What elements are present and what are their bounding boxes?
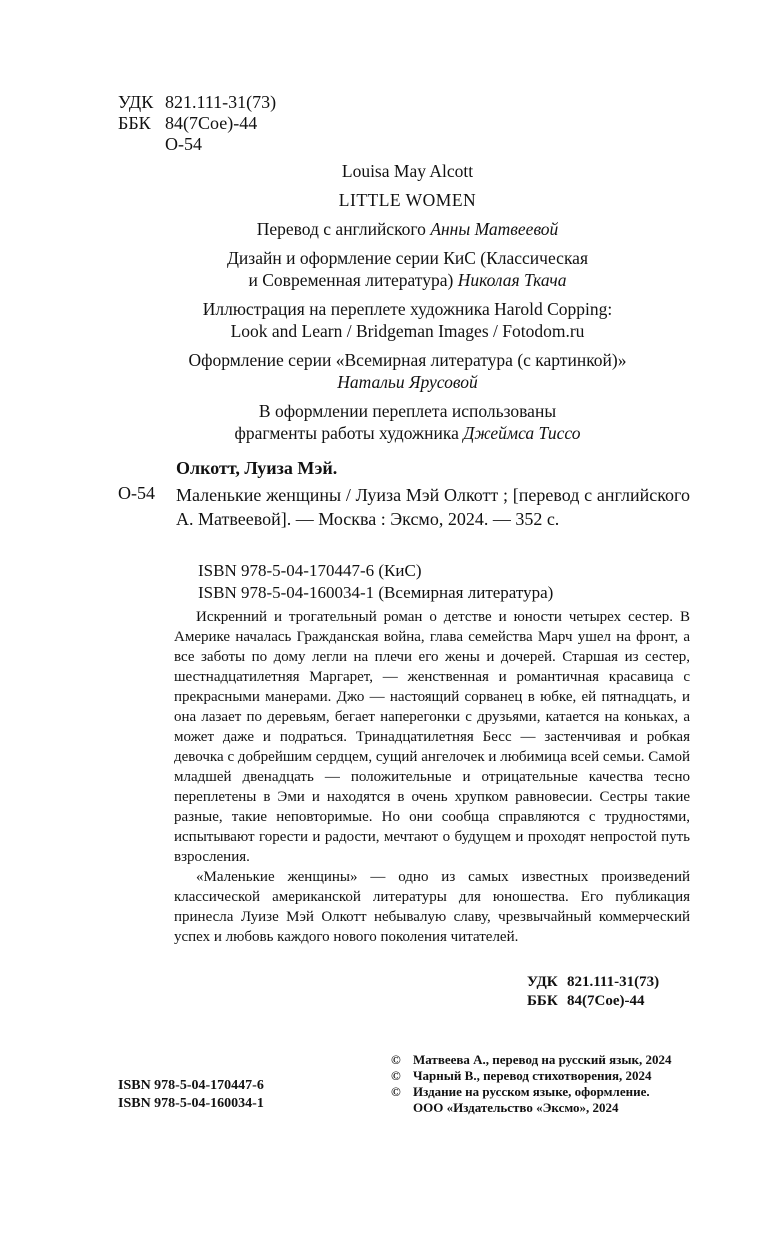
cover-illustration-credit: Иллюстрация на переплете художника Harold Copping: Look and Learn / Bridgeman Images / Fotodom.ru xyxy=(202,299,613,341)
designer-name: Николая Ткача xyxy=(457,270,567,290)
copyright-block xyxy=(391,1052,672,1116)
record-author-mark: О-54 xyxy=(118,483,155,503)
bottom-bbk-label: ББК xyxy=(527,993,558,1009)
annotation-paragraph-2: «Маленькие женщины» — одно из самых известных произведений классической американской литературы для юношества. Его публикация принесла Луизе Мэй Олкотт небывалую славу, чрезвычайный коммерческий успех и любовь каждого нового поколения читателей. xyxy=(174,869,690,945)
record-isbn-1: ISBN 978-5-04-170447-6 (КиС) xyxy=(198,561,422,580)
udk-label: УДК xyxy=(118,92,154,112)
copyright-line-4: ООО «Издательство «Эксмо», 2024 xyxy=(413,1100,619,1115)
copyright-line-3: Издание на русском языке, оформление. xyxy=(413,1084,650,1099)
cover-artist-name: Джеймса Тиссо xyxy=(463,423,581,443)
design-credit: Дизайн и оформление серии КиС (Классическая и Современная литература) Николая Ткача xyxy=(226,248,588,290)
copyright-line-2: Чарный В., перевод стихотворения, 2024 xyxy=(413,1068,652,1083)
series-design-credit: Оформление серии «Всемирная литература (с картинкой)» Натальи Ярусовой xyxy=(188,350,627,392)
bottom-classification xyxy=(527,973,659,1011)
translation-credit: Перевод с английского Анны Матвеевой xyxy=(256,219,559,239)
record-description: Маленькие женщины / Луиза Мэй Олкотт ; [перевод с английского А. Матвеевой]. — Москва : Эксмо, 2024. — 352 с. xyxy=(176,485,690,529)
footer-isbn-1: ISBN 978-5-04-170447-6 xyxy=(118,1078,264,1093)
bottom-udk-value: 821.111-31(73) xyxy=(567,974,660,990)
bottom-udk-label: УДК xyxy=(527,974,558,990)
annotation xyxy=(174,607,690,947)
copyright-symbol: © xyxy=(391,1084,401,1099)
cover-fragments-credit: В оформлении переплета использованы фрагменты работы художника Джеймса Тиссо xyxy=(234,401,581,443)
record-isbns xyxy=(198,560,553,604)
annotation-paragraph-1: Искренний и трогательный роман о детстве и юности четырех сестер. В Америке началась Гражданская война, глава семейства Марч ушел на фронт, а все заботы по дому легли на плечи его жены и дочерей. Старшая из сестер, шестнадцатилетняя Маргарет, — женственная и романтичная красавица с прекрасными манерами. Джо — настоящий сорванец в юбке, ей пятнадцать, и она лазает по деревьям, бегает наперегонки с друзьями, катается на коньках, а может даже и подраться. Тринадцатилетняя Бесс — застенчивая и робкая девочка с добрейшим сердцем, сущий ангелочек и любимица всей семьи. Самой младшей двенадцать — положительные и отрицательные качества тесно переплетены в Эми и находятся в очень хрупком равновесии. Сестры такие разные, такие неповторимые. Но они сообща справляются с трудностями, испытывают горести и радости, мечтают о будущем и проходят непростой путь взросления. xyxy=(174,609,690,865)
footer-isbn-2: ISBN 978-5-04-160034-1 xyxy=(118,1096,264,1111)
record-heading: Олкотт, Луиза Мэй. xyxy=(176,458,338,478)
classification-block xyxy=(118,92,276,155)
author-mark: О-54 xyxy=(165,134,202,154)
translator-name: Анны Матвеевой xyxy=(430,219,559,239)
bbk-label: ББК xyxy=(118,113,151,133)
udk-value: 821.111-31(73) xyxy=(165,92,277,112)
original-title: LITTLE WOMEN xyxy=(338,190,477,210)
record-isbn-2: ISBN 978-5-04-160034-1 (Всемирная литература) xyxy=(198,583,554,602)
bbk-value: 84(7Сое)-44 xyxy=(165,113,258,133)
bottom-bbk-value: 84(7Сое)-44 xyxy=(567,993,645,1009)
copyright-symbol: © xyxy=(391,1052,401,1067)
copyright-line-1: Матвеева А., перевод на русский язык, 2024 xyxy=(413,1052,672,1067)
credits-block xyxy=(90,160,725,451)
copyright-symbol: © xyxy=(391,1068,401,1083)
series-designer-name: Натальи Ярусовой xyxy=(337,372,478,392)
isbn-footer xyxy=(118,1077,264,1113)
original-author: Louisa May Alcott xyxy=(341,161,474,181)
